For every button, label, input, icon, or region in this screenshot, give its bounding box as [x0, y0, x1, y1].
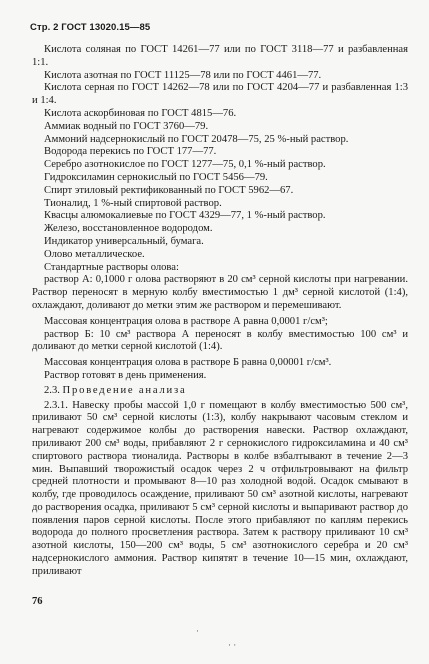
- reagent-paragraph: Водорода перекись по ГОСТ 177—77.: [44, 146, 217, 158]
- reagent-paragraph: Кислота аскорбиновая по ГОСТ 4815—76.: [44, 107, 237, 119]
- page-header: Стр. 2 ГОСТ 13020.15—85: [30, 22, 151, 33]
- reagent-paragraph: Аммиак водный по ГОСТ 3760—79.: [44, 120, 209, 132]
- section-title: Проведение анализа: [62, 384, 187, 396]
- reagent-paragraph: Железо, восстановленное водородом.: [44, 223, 213, 235]
- concentration-a: Массовая концентрация олова в растворе А равна 0,0001 г/см³;: [44, 315, 328, 327]
- analysis-paragraph: 2.3.1. Навеску пробы массой 1,0 г помещают в колбу вместимостью 500 см³, приливают 50 см³ серной кислоты (1:3), колбу накрывают часовым стеклом и нагревают содержимое колбы до растворения навески. Раствор охлаждают, приливают 200 см³ воды, прибавляют 2 г сернокислого гидроксиламина и 40 см³ спиртового раствора тионалида. Растворы в колбе взбалтывают в течение 2—3 мин. Выпавший творожистый осадок через 2 ч отфильтровывают на фильтр средней плотности и промывают 8—10 раз холодной водой. Осадок смывают в колбу, где проводилось осаждение, приливают 50 см³ азотной кислоты, нагревают до растворения осадка, приливают 5 см³ серной кислоты и выпаривают раствор до появления паров серной кислоты. После этого прибавляют по каплям перекись водорода до полного просветления раствора. Затем к раствору приливают 10 см³ азотной кислоты, 150—200 см³ воды, 5 см³ азотнокислого серебра и 20 см³ надсернокислого аммония. Раствор кипятят в течение 10—15 мин, охлаждают, приливают: [32, 399, 408, 577]
- reagent-paragraph: Серебро азотнокислое по ГОСТ 1277—75, 0,1 %-ный раствор.: [44, 159, 326, 171]
- standard-solution-a: раствор А: 0,1000 г олова растворяют в 20 см³ серной кислоты при нагревании. Раствор переносят в мерную колбу вместимостью 1 дм³ серной кислотой (1:4), охлаждают, доливают до метки этим же раствором и перемешивают.: [32, 274, 408, 311]
- section-heading: [32, 385, 408, 398]
- reagent-paragraph: Кислота серная по ГОСТ 14262—78 или по ГОСТ 4204—77 и разбавленная 1:3 и 1:4.: [32, 82, 408, 107]
- reagent-paragraph: Спирт этиловый ректификованный по ГОСТ 5962—67.: [44, 184, 294, 196]
- reagent-paragraph: Кислота азотная по ГОСТ 11125—78 или по ГОСТ 4461—77.: [44, 69, 322, 81]
- reagent-paragraph: Кислота соляная по ГОСТ 14261—77 или по ГОСТ 3118—77 и разбавленная 1:1.: [32, 44, 408, 68]
- preparation-note: Раствор готовят в день применения.: [44, 369, 207, 381]
- concentration-b: Массовая концентрация олова в растворе Б равна 0,00001 г/см³.: [44, 357, 332, 369]
- document-body: [32, 44, 408, 580]
- reagent-paragraph: Квасцы алюмокалиевые по ГОСТ 4329—77, 1 %-ный раствор.: [44, 210, 326, 222]
- reagent-paragraph: Гидроксиламин сернокислый по ГОСТ 5456—79.: [44, 171, 268, 183]
- page-number: 76: [32, 596, 43, 607]
- reagent-paragraph: Индикатор универсальный, бумага.: [44, 235, 204, 247]
- reagent-paragraph: Олово металлическое.: [44, 248, 145, 260]
- scan-artifact: · ·: [228, 640, 237, 650]
- scan-artifact: ·: [196, 626, 199, 636]
- section-number: 2.3.: [44, 384, 60, 396]
- standard-solution-b: раствор Б: 10 см³ раствора А переносят в колбу вместимостью 100 см³ и доливают до метки серной кислотой (1:4).: [32, 328, 408, 353]
- reagent-paragraph: Аммоний надсернокислый по ГОСТ 20478—75, 25 %-ный раствор.: [44, 133, 349, 145]
- reagent-paragraph: Тионалид, 1 %-ный спиртовой раствор.: [44, 197, 222, 209]
- reagent-paragraph: Стандартные растворы олова:: [44, 261, 179, 273]
